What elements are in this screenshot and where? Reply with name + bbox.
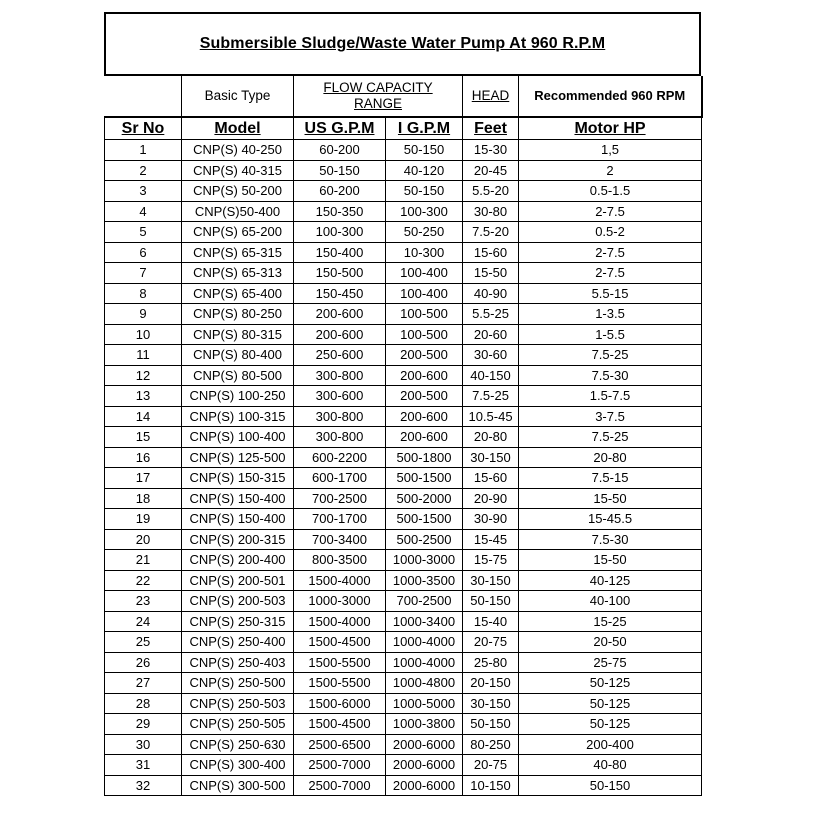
cell-i-gpm: 2000-6000 — [386, 775, 463, 796]
table-row — [105, 632, 702, 653]
cell-us-gpm: 1500-6000 — [294, 693, 386, 714]
cell-us-gpm: 2500-6500 — [294, 734, 386, 755]
cell-head-feet: 30-150 — [463, 447, 519, 468]
cell-us-gpm: 700-3400 — [294, 529, 386, 550]
header-feet — [463, 117, 519, 140]
cell-model: CNP(S) 125-500 — [182, 447, 294, 468]
cell-i-gpm: 200-500 — [386, 386, 463, 407]
cell-sr-no: 10 — [105, 324, 182, 345]
cell-i-gpm: 500-2500 — [386, 529, 463, 550]
cell-us-gpm: 200-600 — [294, 304, 386, 325]
cell-model: CNP(S) 250-500 — [182, 673, 294, 694]
cell-motor-hp: 7.5-15 — [519, 468, 702, 489]
cell-head-feet: 10-150 — [463, 775, 519, 796]
cell-motor-hp: 0.5-2 — [519, 222, 702, 243]
cell-i-gpm: 50-150 — [386, 140, 463, 161]
cell-sr-no: 28 — [105, 693, 182, 714]
cell-motor-hp: 50-150 — [519, 775, 702, 796]
cell-motor-hp: 7.5-30 — [519, 529, 702, 550]
cell-head-feet: 50-150 — [463, 714, 519, 735]
cell-head-feet: 30-60 — [463, 345, 519, 366]
cell-model: CNP(S) 50-200 — [182, 181, 294, 202]
cell-model: CNP(S) 250-315 — [182, 611, 294, 632]
table-row — [105, 406, 702, 427]
cell-head-feet: 30-150 — [463, 693, 519, 714]
cell-us-gpm: 1000-3000 — [294, 591, 386, 612]
cell-motor-hp: 1.5-7.5 — [519, 386, 702, 407]
cell-i-gpm: 1000-4800 — [386, 673, 463, 694]
cell-motor-hp: 3-7.5 — [519, 406, 702, 427]
cell-us-gpm: 1500-4000 — [294, 611, 386, 632]
table-row — [105, 775, 702, 796]
cell-motor-hp: 50-125 — [519, 693, 702, 714]
cell-us-gpm: 250-600 — [294, 345, 386, 366]
header-blank-cell — [105, 76, 182, 117]
pump-spec-sheet — [104, 12, 701, 796]
cell-sr-no: 26 — [105, 652, 182, 673]
cell-sr-no: 27 — [105, 673, 182, 694]
cell-model: CNP(S) 100-400 — [182, 427, 294, 448]
cell-us-gpm: 600-1700 — [294, 468, 386, 489]
header-flow-capacity-line2: RANGE — [354, 96, 403, 111]
page-title: Submersible Sludge/Waste Water Pump At 960 R.P.M — [199, 35, 606, 52]
cell-head-feet: 20-80 — [463, 427, 519, 448]
cell-model: CNP(S) 80-400 — [182, 345, 294, 366]
table-row — [105, 550, 702, 571]
cell-motor-hp: 15-50 — [519, 550, 702, 571]
cell-model: CNP(S) 150-400 — [182, 488, 294, 509]
cell-sr-no: 20 — [105, 529, 182, 550]
cell-i-gpm: 50-150 — [386, 181, 463, 202]
cell-model: CNP(S) 200-501 — [182, 570, 294, 591]
cell-us-gpm: 1500-5500 — [294, 673, 386, 694]
cell-head-feet: 80-250 — [463, 734, 519, 755]
table-row — [105, 242, 702, 263]
header-us-gpm — [294, 117, 386, 140]
cell-sr-no: 30 — [105, 734, 182, 755]
cell-model: CNP(S) 150-315 — [182, 468, 294, 489]
cell-i-gpm: 1000-3000 — [386, 550, 463, 571]
pump-spec-table — [104, 76, 703, 796]
title-box — [104, 12, 701, 76]
cell-model: CNP(S) 200-503 — [182, 591, 294, 612]
cell-sr-no: 11 — [105, 345, 182, 366]
cell-sr-no: 23 — [105, 591, 182, 612]
cell-i-gpm: 100-300 — [386, 201, 463, 222]
cell-model: CNP(S) 100-250 — [182, 386, 294, 407]
header-head-label: HEAD — [471, 88, 510, 103]
cell-motor-hp: 2-7.5 — [519, 242, 702, 263]
cell-model: CNP(S) 250-630 — [182, 734, 294, 755]
table-row — [105, 386, 702, 407]
cell-sr-no: 7 — [105, 263, 182, 284]
cell-motor-hp: 7.5-30 — [519, 365, 702, 386]
cell-model: CNP(S) 250-400 — [182, 632, 294, 653]
table-row — [105, 611, 702, 632]
cell-us-gpm: 200-600 — [294, 324, 386, 345]
cell-sr-no: 17 — [105, 468, 182, 489]
cell-us-gpm: 150-450 — [294, 283, 386, 304]
cell-sr-no: 6 — [105, 242, 182, 263]
cell-model: CNP(S) 200-315 — [182, 529, 294, 550]
cell-motor-hp: 7.5-25 — [519, 345, 702, 366]
header-sr-no — [105, 117, 182, 140]
cell-us-gpm: 700-1700 — [294, 509, 386, 530]
cell-head-feet: 20-150 — [463, 673, 519, 694]
table-row — [105, 222, 702, 243]
cell-sr-no: 14 — [105, 406, 182, 427]
cell-model: CNP(S) 100-315 — [182, 406, 294, 427]
cell-i-gpm: 200-600 — [386, 365, 463, 386]
cell-i-gpm: 50-250 — [386, 222, 463, 243]
cell-head-feet: 5.5-25 — [463, 304, 519, 325]
cell-i-gpm: 1000-3800 — [386, 714, 463, 735]
cell-motor-hp: 200-400 — [519, 734, 702, 755]
cell-motor-hp: 50-125 — [519, 673, 702, 694]
cell-sr-no: 9 — [105, 304, 182, 325]
cell-motor-hp: 2-7.5 — [519, 201, 702, 222]
cell-i-gpm: 2000-6000 — [386, 755, 463, 776]
cell-head-feet: 30-90 — [463, 509, 519, 530]
cell-model: CNP(S) 300-400 — [182, 755, 294, 776]
table-row — [105, 652, 702, 673]
cell-us-gpm: 1500-4500 — [294, 714, 386, 735]
cell-sr-no: 22 — [105, 570, 182, 591]
table-row — [105, 140, 702, 161]
cell-sr-no: 19 — [105, 509, 182, 530]
cell-sr-no: 31 — [105, 755, 182, 776]
cell-motor-hp: 15-50 — [519, 488, 702, 509]
cell-us-gpm: 1500-5500 — [294, 652, 386, 673]
cell-model: CNP(S) 80-500 — [182, 365, 294, 386]
cell-us-gpm: 1500-4500 — [294, 632, 386, 653]
cell-i-gpm: 100-400 — [386, 283, 463, 304]
cell-sr-no: 1 — [105, 140, 182, 161]
table-row — [105, 591, 702, 612]
cell-i-gpm: 700-2500 — [386, 591, 463, 612]
header-i-gpm-label: I G.P.M — [397, 120, 451, 137]
cell-head-feet: 50-150 — [463, 591, 519, 612]
cell-us-gpm: 300-800 — [294, 365, 386, 386]
header-i-gpm — [386, 117, 463, 140]
cell-sr-no: 2 — [105, 160, 182, 181]
cell-us-gpm: 50-150 — [294, 160, 386, 181]
header-head — [463, 76, 519, 117]
cell-us-gpm: 300-600 — [294, 386, 386, 407]
cell-us-gpm: 800-3500 — [294, 550, 386, 571]
cell-i-gpm: 500-1500 — [386, 509, 463, 530]
table-row — [105, 734, 702, 755]
header-model — [182, 117, 294, 140]
cell-head-feet: 20-75 — [463, 755, 519, 776]
cell-model: CNP(S) 250-503 — [182, 693, 294, 714]
cell-head-feet: 25-80 — [463, 652, 519, 673]
cell-motor-hp: 15-45.5 — [519, 509, 702, 530]
cell-i-gpm: 200-600 — [386, 406, 463, 427]
header-basic-type: Basic Type — [182, 76, 294, 117]
table-row — [105, 263, 702, 284]
cell-model: CNP(S) 80-250 — [182, 304, 294, 325]
cell-model: CNP(S) 300-500 — [182, 775, 294, 796]
cell-sr-no: 32 — [105, 775, 182, 796]
cell-us-gpm: 700-2500 — [294, 488, 386, 509]
table-row — [105, 345, 702, 366]
table-row — [105, 570, 702, 591]
cell-head-feet: 15-60 — [463, 242, 519, 263]
cell-sr-no: 8 — [105, 283, 182, 304]
cell-i-gpm: 100-400 — [386, 263, 463, 284]
cell-motor-hp: 50-125 — [519, 714, 702, 735]
cell-head-feet: 10.5-45 — [463, 406, 519, 427]
cell-us-gpm: 150-400 — [294, 242, 386, 263]
cell-i-gpm: 200-600 — [386, 427, 463, 448]
cell-i-gpm: 500-1800 — [386, 447, 463, 468]
table-row — [105, 447, 702, 468]
cell-model: CNP(S) 40-250 — [182, 140, 294, 161]
cell-motor-hp: 1-3.5 — [519, 304, 702, 325]
cell-i-gpm: 200-500 — [386, 345, 463, 366]
header-us-gpm-label: US G.P.M — [304, 120, 375, 137]
cell-head-feet: 15-40 — [463, 611, 519, 632]
cell-model: CNP(S) 150-400 — [182, 509, 294, 530]
header-motor-hp-label: Motor HP — [574, 120, 646, 137]
cell-model: CNP(S) 65-315 — [182, 242, 294, 263]
cell-head-feet: 30-150 — [463, 570, 519, 591]
cell-model: CNP(S) 250-505 — [182, 714, 294, 735]
table-row — [105, 673, 702, 694]
cell-model: CNP(S) 250-403 — [182, 652, 294, 673]
cell-i-gpm: 1000-4000 — [386, 632, 463, 653]
cell-motor-hp: 1-5.5 — [519, 324, 702, 345]
cell-head-feet: 15-75 — [463, 550, 519, 571]
cell-sr-no: 3 — [105, 181, 182, 202]
cell-sr-no: 12 — [105, 365, 182, 386]
table-row — [105, 714, 702, 735]
cell-us-gpm: 1500-4000 — [294, 570, 386, 591]
cell-model: CNP(S)50-400 — [182, 201, 294, 222]
table-row — [105, 427, 702, 448]
header-motor-hp — [519, 117, 702, 140]
cell-motor-hp: 40-125 — [519, 570, 702, 591]
header-flow-capacity — [294, 76, 463, 117]
cell-i-gpm: 1000-5000 — [386, 693, 463, 714]
cell-motor-hp: 5.5-15 — [519, 283, 702, 304]
cell-model: CNP(S) 200-400 — [182, 550, 294, 571]
cell-head-feet: 20-75 — [463, 632, 519, 653]
table-row — [105, 324, 702, 345]
cell-head-feet: 7.5-25 — [463, 386, 519, 407]
cell-us-gpm: 60-200 — [294, 181, 386, 202]
cell-head-feet: 20-45 — [463, 160, 519, 181]
cell-head-feet: 5.5-20 — [463, 181, 519, 202]
cell-model: CNP(S) 80-315 — [182, 324, 294, 345]
cell-us-gpm: 2500-7000 — [294, 755, 386, 776]
cell-head-feet: 15-45 — [463, 529, 519, 550]
table-row — [105, 755, 702, 776]
cell-sr-no: 16 — [105, 447, 182, 468]
cell-i-gpm: 500-1500 — [386, 468, 463, 489]
cell-sr-no: 4 — [105, 201, 182, 222]
cell-us-gpm: 150-500 — [294, 263, 386, 284]
cell-sr-no: 15 — [105, 427, 182, 448]
cell-i-gpm: 500-2000 — [386, 488, 463, 509]
cell-i-gpm: 2000-6000 — [386, 734, 463, 755]
cell-motor-hp: 15-25 — [519, 611, 702, 632]
table-row — [105, 160, 702, 181]
header-feet-label: Feet — [474, 120, 507, 137]
cell-sr-no: 29 — [105, 714, 182, 735]
cell-us-gpm: 150-350 — [294, 201, 386, 222]
table-row — [105, 468, 702, 489]
cell-i-gpm: 40-120 — [386, 160, 463, 181]
cell-head-feet: 30-80 — [463, 201, 519, 222]
table-row — [105, 693, 702, 714]
cell-head-feet: 7.5-20 — [463, 222, 519, 243]
cell-us-gpm: 60-200 — [294, 140, 386, 161]
cell-motor-hp: 1,5 — [519, 140, 702, 161]
cell-model: CNP(S) 65-200 — [182, 222, 294, 243]
cell-motor-hp: 2 — [519, 160, 702, 181]
cell-head-feet: 40-150 — [463, 365, 519, 386]
cell-motor-hp: 40-100 — [519, 591, 702, 612]
table-row — [105, 304, 702, 325]
cell-i-gpm: 100-500 — [386, 304, 463, 325]
table-row — [105, 201, 702, 222]
cell-motor-hp: 20-50 — [519, 632, 702, 653]
cell-sr-no: 13 — [105, 386, 182, 407]
cell-sr-no: 24 — [105, 611, 182, 632]
table-row — [105, 529, 702, 550]
cell-i-gpm: 100-500 — [386, 324, 463, 345]
cell-i-gpm: 10-300 — [386, 242, 463, 263]
cell-head-feet: 15-50 — [463, 263, 519, 284]
cell-head-feet: 20-60 — [463, 324, 519, 345]
cell-us-gpm: 100-300 — [294, 222, 386, 243]
cell-motor-hp: 2-7.5 — [519, 263, 702, 284]
cell-head-feet: 40-90 — [463, 283, 519, 304]
header-model-label: Model — [214, 120, 261, 137]
cell-sr-no: 18 — [105, 488, 182, 509]
cell-head-feet: 15-60 — [463, 468, 519, 489]
cell-head-feet: 20-90 — [463, 488, 519, 509]
header-row-2 — [105, 117, 702, 140]
cell-us-gpm: 300-800 — [294, 406, 386, 427]
cell-i-gpm: 1000-3500 — [386, 570, 463, 591]
header-row-1 — [105, 76, 702, 117]
cell-sr-no: 21 — [105, 550, 182, 571]
cell-sr-no: 25 — [105, 632, 182, 653]
cell-i-gpm: 1000-3400 — [386, 611, 463, 632]
cell-motor-hp: 0.5-1.5 — [519, 181, 702, 202]
cell-motor-hp: 25-75 — [519, 652, 702, 673]
table-row — [105, 181, 702, 202]
cell-motor-hp: 20-80 — [519, 447, 702, 468]
header-recommended: Recommended 960 RPM — [519, 76, 702, 117]
cell-us-gpm: 2500-7000 — [294, 775, 386, 796]
cell-head-feet: 15-30 — [463, 140, 519, 161]
cell-model: CNP(S) 65-313 — [182, 263, 294, 284]
cell-sr-no: 5 — [105, 222, 182, 243]
cell-model: CNP(S) 40-315 — [182, 160, 294, 181]
header-sr-no-label: Sr No — [121, 120, 165, 137]
cell-us-gpm: 300-800 — [294, 427, 386, 448]
table-row — [105, 283, 702, 304]
table-row — [105, 488, 702, 509]
cell-us-gpm: 600-2200 — [294, 447, 386, 468]
cell-i-gpm: 1000-4000 — [386, 652, 463, 673]
cell-model: CNP(S) 65-400 — [182, 283, 294, 304]
header-flow-capacity-line1: FLOW CAPACITY — [323, 80, 433, 95]
table-row — [105, 509, 702, 530]
table-row — [105, 365, 702, 386]
cell-motor-hp: 40-80 — [519, 755, 702, 776]
cell-motor-hp: 7.5-25 — [519, 427, 702, 448]
